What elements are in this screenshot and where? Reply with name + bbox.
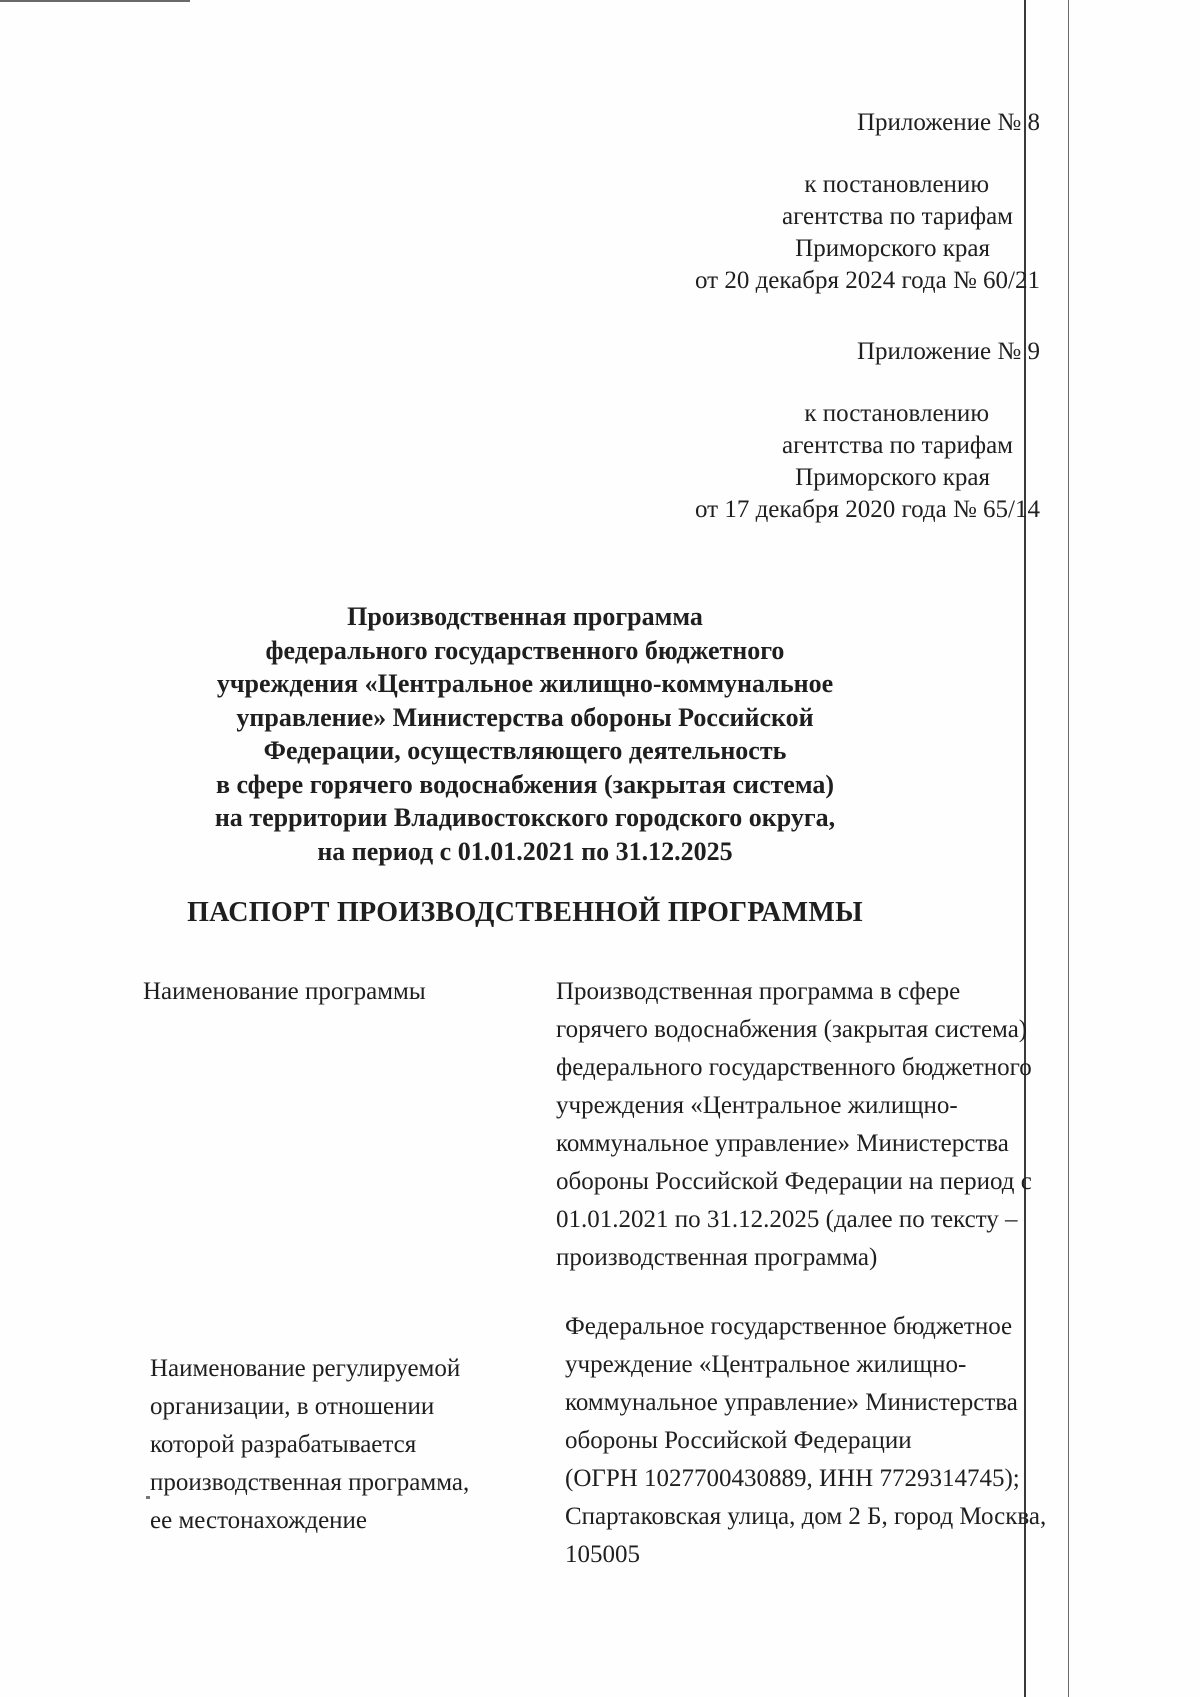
document-title [85, 600, 965, 868]
row-value-line: производственная программа) [556, 1244, 878, 1271]
row-label-line: организации, в отношении [150, 1393, 435, 1420]
title-line: на период с 01.01.2021 по 31.12.2025 [317, 836, 733, 866]
row-value-line: обороны Российской Федерации [565, 1427, 912, 1454]
row-value-line: учреждение «Центральное жилищно- [565, 1351, 967, 1378]
row-value-line: (ОГРН 1027700430889, ИНН 7729314745); [565, 1465, 1020, 1492]
appendix-8-ref-line: Приморского края [795, 235, 990, 262]
row-value-line: учреждения «Центральное жилищно- [556, 1092, 958, 1119]
appendix-8-ref-line: агентства по тарифам [781, 203, 1013, 230]
row-value-line: коммунальное управление» Министерства [556, 1130, 1009, 1157]
appendix-9-reference [695, 398, 1040, 526]
row-value-line: Федеральное государственное бюджетное [565, 1313, 1013, 1340]
appendix-9-ref-line: к постановлению [804, 400, 989, 427]
row-value-line: коммунальное управление» Министерства [565, 1389, 1018, 1416]
appendix-8-number: Приложение № 8 [856, 109, 1040, 136]
appendix-9-number: Приложение № 9 [856, 338, 1040, 365]
title-line: в сфере горячего водоснабжения (закрытая система) [215, 769, 835, 799]
title-line: Федерации, осуществляющего деятельность [263, 736, 787, 765]
title-line: управление» Министерства обороны Российской [236, 702, 814, 732]
row-label [143, 973, 533, 1011]
title-line: Производственная программа [347, 602, 703, 631]
title-line: на территории Владивостокского городского округа, [214, 803, 836, 832]
row-value-line: федерального государственного бюджетного [556, 1054, 1032, 1081]
appendix-8-ref-line: к постановлению [804, 171, 989, 198]
appendix-8-ref-line: от 20 декабря 2024 года № 60/21 [694, 267, 1040, 294]
appendix-9-ref-line: от 17 декабря 2020 года № 65/14 [694, 496, 1040, 523]
row-label [150, 1350, 540, 1540]
title-line: федерального государственного бюджетного [265, 635, 785, 665]
appendix-9-ref-line: агентства по тарифам [781, 432, 1013, 459]
scan-artifact-top-line [0, 0, 190, 2]
row-label-line: Наименование программы [143, 978, 426, 1005]
appendix-8-reference [695, 169, 1040, 297]
row-label-line: Наименование регулируемой [150, 1355, 461, 1382]
row-label-line: которой разрабатывается [150, 1431, 417, 1458]
row-label-line: производственная программа, [150, 1469, 470, 1496]
row-value-line: горячего водоснабжения (закрытая система) [556, 1016, 1028, 1043]
row-value [556, 973, 1116, 1277]
appendix-9-header [695, 336, 1040, 526]
appendix-9-ref-line: Приморского края [795, 464, 990, 491]
row-value [565, 1308, 1125, 1574]
appendix-8-header [695, 107, 1040, 297]
row-label-line: ее местонахождение [150, 1507, 368, 1534]
row-value-line: обороны Российской Федерации на период с [556, 1168, 1032, 1195]
passport-heading: ПАСПОРТ ПРОИЗВОДСТВЕННОЙ ПРОГРАММЫ [187, 897, 863, 928]
row-value-line: Спартаковская улица, дом 2 Б, город Москва, [565, 1503, 1047, 1530]
row-value-line: 105005 [565, 1541, 640, 1568]
row-value-line: Производственная программа в сфере [556, 978, 961, 1005]
row-value-line: 01.01.2021 по 31.12.2025 (далее по тексту – [556, 1206, 1018, 1233]
title-line: учреждения «Центральное жилищно-коммунальное [216, 669, 834, 698]
